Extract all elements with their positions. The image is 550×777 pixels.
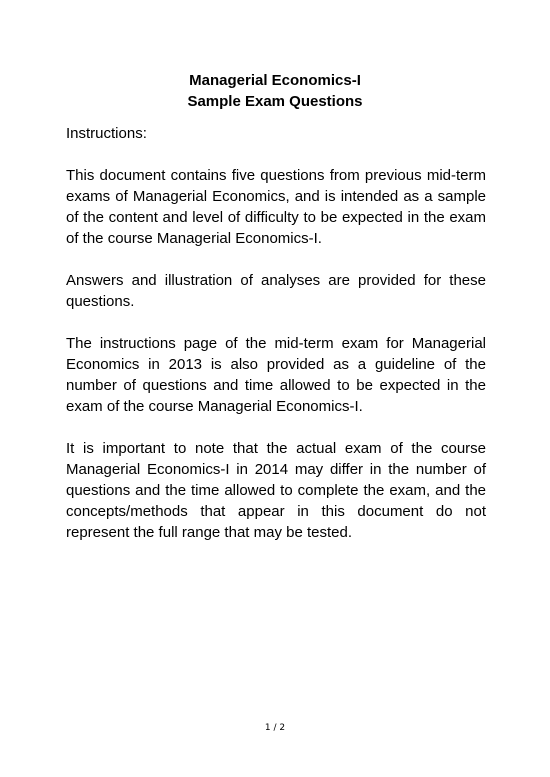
- page-number: 1 / 2: [264, 723, 286, 733]
- paragraph-answers: Answers and illustration of analyses are provided for these questions.: [66, 272, 486, 310]
- instructions-heading: Instructions:: [66, 125, 147, 142]
- paragraph-guideline: The instructions page of the mid-term exam for Managerial Economics in 2013 is also provided as a guideline of the number of questions and time allowed to be expected in the exam of the course Managerial Economics-I.: [66, 335, 486, 415]
- document-body: [66, 123, 486, 564]
- document-subtitle: Sample Exam Questions: [187, 93, 363, 110]
- document-header: [0, 70, 550, 112]
- paragraph-disclaimer: It is important to note that the actual exam of the course Managerial Economics-I in 2014 may differ in the number of questions and the time allowed to complete the exam, and the concepts/methods that appear in this document do not represent the full range that may be tested.: [66, 440, 486, 541]
- paragraph-intro: This document contains five questions from previous mid-term exams of Managerial Economics, and is intended as a sample of the content and level of difficulty to be expected in the exam of the course Managerial Economics-I.: [66, 167, 486, 247]
- document-title: Managerial Economics-I: [189, 72, 361, 89]
